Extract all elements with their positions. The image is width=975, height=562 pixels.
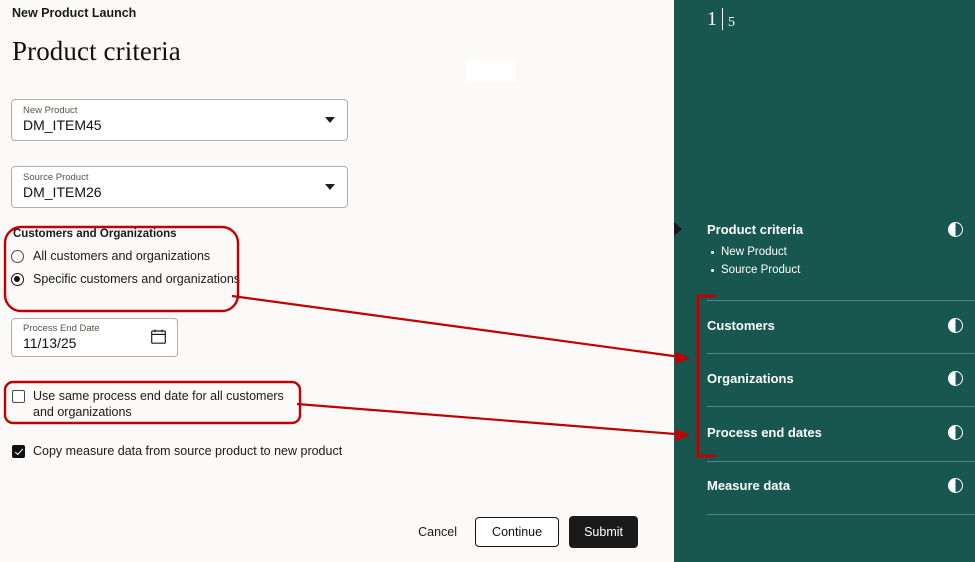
radio-icon-specific[interactable]: [11, 273, 24, 286]
continue-button[interactable]: Continue: [475, 517, 559, 547]
progress-half-icon: [948, 478, 963, 493]
step-product-criteria[interactable]: [707, 222, 975, 282]
blank-placeholder-box: [466, 60, 516, 82]
source-product-select[interactable]: [11, 166, 348, 208]
same-process-end-date-label: Use same process end date for all customers and organizations: [33, 389, 284, 419]
step-counter-current: 1: [707, 8, 717, 30]
substep-new-product: New Product: [721, 246, 975, 258]
checkbox-icon-same-date[interactable]: [12, 390, 25, 403]
step-organizations[interactable]: [707, 371, 975, 386]
chevron-down-icon[interactable]: [325, 117, 335, 123]
process-end-date-label: Process End Date: [23, 323, 100, 334]
current-step-arrow-icon: [674, 222, 682, 236]
copy-measure-data-label: Copy measure data from source product to new product: [33, 444, 343, 458]
same-process-end-date-checkbox[interactable]: [12, 388, 302, 420]
step-divider: [707, 300, 975, 301]
step-divider: [707, 406, 975, 407]
customers-organizations-radio-group: [11, 228, 331, 295]
wizard-stepper-panel: [674, 0, 975, 562]
step-measure-data[interactable]: [707, 478, 975, 493]
radio-option-specific[interactable]: [11, 272, 331, 286]
progress-half-icon: [948, 318, 963, 333]
step-title-measure-data: Measure data: [707, 478, 791, 493]
calendar-icon[interactable]: [151, 329, 166, 344]
breadcrumb: New Product Launch: [12, 6, 137, 20]
source-product-label: Source Product: [23, 172, 89, 183]
step-title-product-criteria: Product criteria: [707, 222, 804, 237]
radio-option-all[interactable]: [11, 249, 331, 263]
radio-label-all: All customers and organizations: [33, 249, 211, 263]
progress-half-icon: [948, 425, 963, 440]
step-title-process-end-dates: Process end dates: [707, 425, 822, 440]
radio-group-legend: Customers and Organizations: [13, 228, 177, 240]
step-customers[interactable]: [707, 318, 975, 333]
process-end-date-field[interactable]: [11, 318, 178, 357]
page-title: Product criteria: [12, 36, 181, 66]
new-product-label: New Product: [23, 105, 78, 116]
step-divider: [707, 461, 975, 462]
step-process-end-dates[interactable]: [707, 425, 975, 440]
new-product-select[interactable]: [11, 99, 348, 141]
step-title-customers: Customers: [707, 318, 775, 333]
step-counter-separator: [722, 8, 723, 30]
process-end-date-value: 11/13/25: [23, 335, 77, 351]
checkbox-icon-copy-measure[interactable]: [12, 445, 25, 458]
step-title-organizations: Organizations: [707, 371, 794, 386]
radio-label-specific: Specific customers and organizations: [33, 272, 241, 286]
progress-half-icon: [948, 222, 963, 237]
radio-icon-all[interactable]: [11, 250, 24, 263]
new-product-value: DM_ITEM45: [23, 117, 102, 133]
step-counter-total: 5: [728, 15, 735, 30]
form-footer: [410, 516, 638, 548]
step-divider: [707, 353, 975, 354]
source-product-value: DM_ITEM26: [23, 184, 102, 200]
progress-half-icon: [948, 371, 963, 386]
substep-list-product-criteria: [707, 246, 975, 276]
step-divider: [707, 514, 975, 515]
substep-source-product: Source Product: [721, 264, 975, 276]
copy-measure-data-checkbox[interactable]: [12, 443, 432, 459]
step-counter: [707, 8, 735, 31]
submit-button[interactable]: Submit: [569, 516, 638, 548]
chevron-down-icon[interactable]: [325, 184, 335, 190]
cancel-button[interactable]: Cancel: [410, 519, 465, 545]
